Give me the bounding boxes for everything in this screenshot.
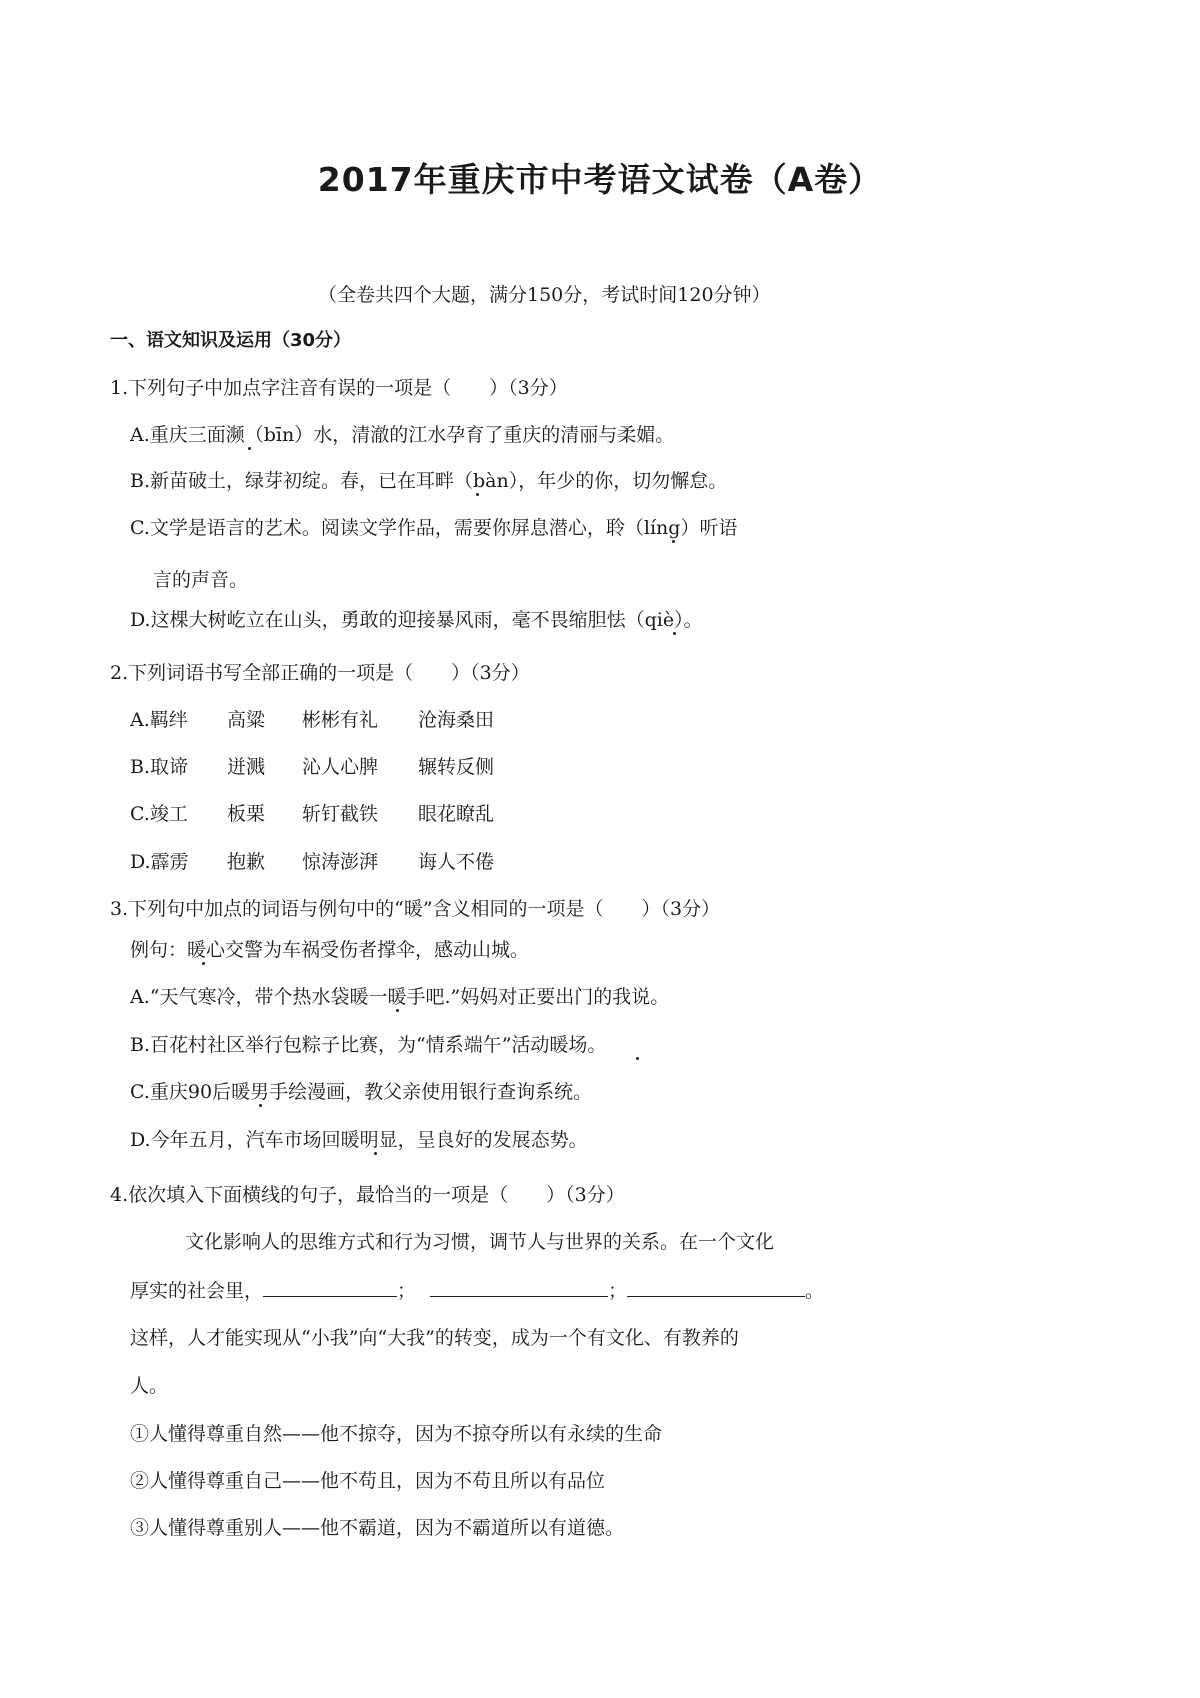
emphasis-dot xyxy=(202,962,205,965)
answer-blank xyxy=(627,1278,805,1297)
word-option: 抱歉 xyxy=(227,851,266,873)
sentence-option-1: ①人懂得尊重自然——他不掠夺，因为不掠夺所以有永续的生命 xyxy=(130,1423,663,1445)
emphasis-dot xyxy=(636,1057,639,1060)
word-option: 彬彬有礼 xyxy=(302,709,379,731)
word-option: D.霹雳 xyxy=(130,851,189,873)
emphasis-dot xyxy=(476,493,479,496)
sentence-option-2: ②人懂得尊重自己——他不苟且，因为不苟且所以有品位 xyxy=(130,1470,606,1492)
passage-line: 人。 xyxy=(130,1375,169,1397)
emphasis-dot xyxy=(673,632,676,635)
word-option: 眼花瞭乱 xyxy=(418,803,495,825)
question-1-option-d: D.这棵大树屹立在山头，勇敢的迎接暴风雨，毫不畏缩胆怯（qiè）。 xyxy=(130,609,703,631)
blank-separator: ； xyxy=(608,1280,628,1302)
question-3-example: 例句：暖心交警为车祸受伤者撑伞，感动山城。 xyxy=(130,939,530,961)
passage-prefix: 厚实的社会里， xyxy=(130,1280,264,1302)
word-option: 沧海桑田 xyxy=(418,709,495,731)
passage-end: 。 xyxy=(805,1280,825,1302)
word-option: 惊涛澎湃 xyxy=(302,851,379,873)
emphasis-dot xyxy=(248,447,251,450)
question-1-option-c: C.文学是语言的艺术。阅读文学作品，需要你屏息潜心，聆（líng）听语 xyxy=(130,517,738,539)
answer-blank xyxy=(430,1278,608,1297)
word-option: A.羁绊 xyxy=(130,709,188,731)
word-option: 斩钉截铁 xyxy=(302,803,379,825)
passage-line: 这样，人才能实现从“小我”向“大我”的转变，成为一个有文化、有教养的 xyxy=(130,1327,739,1349)
exam-subtitle: （全卷共四个大题，满分150分，考试时间120分钟） xyxy=(318,284,771,306)
passage-line-with-blanks xyxy=(130,1278,824,1303)
question-3-stem: 3.下列句中加点的词语与例句中的“暖”含义相同的一项是（ ）（3分） xyxy=(110,898,721,920)
word-option: 诲人不倦 xyxy=(418,851,495,873)
question-1-option-c-continued: 言的声音。 xyxy=(153,569,249,591)
emphasis-dot xyxy=(396,1009,399,1012)
question-3-option-d: D.今年五月，汽车市场回暖明显，呈良好的发展态势。 xyxy=(130,1129,588,1151)
word-option: 辗转反侧 xyxy=(418,756,495,778)
word-option: C.竣工 xyxy=(130,803,188,825)
section-heading: 一、语文知识及运用（30分） xyxy=(110,330,352,351)
sentence-option-3: ③人懂得尊重别人——他不霸道，因为不霸道所以有道德。 xyxy=(130,1517,625,1539)
blank-separator: ； xyxy=(397,1280,417,1302)
word-option: 迸溅 xyxy=(227,756,266,778)
question-3-option-c: C.重庆90后暖男手绘漫画，教父亲使用银行查询系统。 xyxy=(130,1081,593,1103)
question-2-stem: 2.下列词语书写全部正确的一项是（ ）（3分） xyxy=(110,662,530,684)
question-1-option-a: A.重庆三面濒（bīn）水，清澈的江水孕育了重庆的清丽与柔媚。 xyxy=(130,424,675,446)
word-option: B.取谛 xyxy=(130,756,189,778)
question-1-option-b: B.新苗破土，绿芽初绽。春，已在耳畔（bàn），年少的你，切勿懈怠。 xyxy=(130,470,728,492)
emphasis-dot xyxy=(672,540,675,543)
question-1-stem: 1.下列句子中加点字注音有误的一项是（ ）（3分） xyxy=(110,377,568,399)
question-3-option-b: B.百花村社区举行包粽子比赛，为“情系端午”活动暖场。 xyxy=(130,1034,607,1056)
emphasis-dot xyxy=(259,1104,262,1107)
question-4-stem: 4.依次填入下面横线的句子，最恰当的一项是（ ）（3分） xyxy=(110,1184,625,1206)
question-3-option-a: A.“天气寒冷，带个热水袋暖一暖手吧.”妈妈对正要出门的我说。 xyxy=(130,986,670,1008)
word-option: 沁人心脾 xyxy=(302,756,379,778)
passage-line: 文化影响人的思维方式和行为习惯，调节人与世界的关系。在一个文化 xyxy=(185,1231,775,1253)
word-option: 高粱 xyxy=(227,709,266,731)
answer-blank xyxy=(263,1278,397,1297)
exam-title: 2017年重庆市中考语文试卷（A卷） xyxy=(317,160,883,199)
word-option: 板栗 xyxy=(227,803,266,825)
emphasis-dot xyxy=(374,1152,377,1155)
